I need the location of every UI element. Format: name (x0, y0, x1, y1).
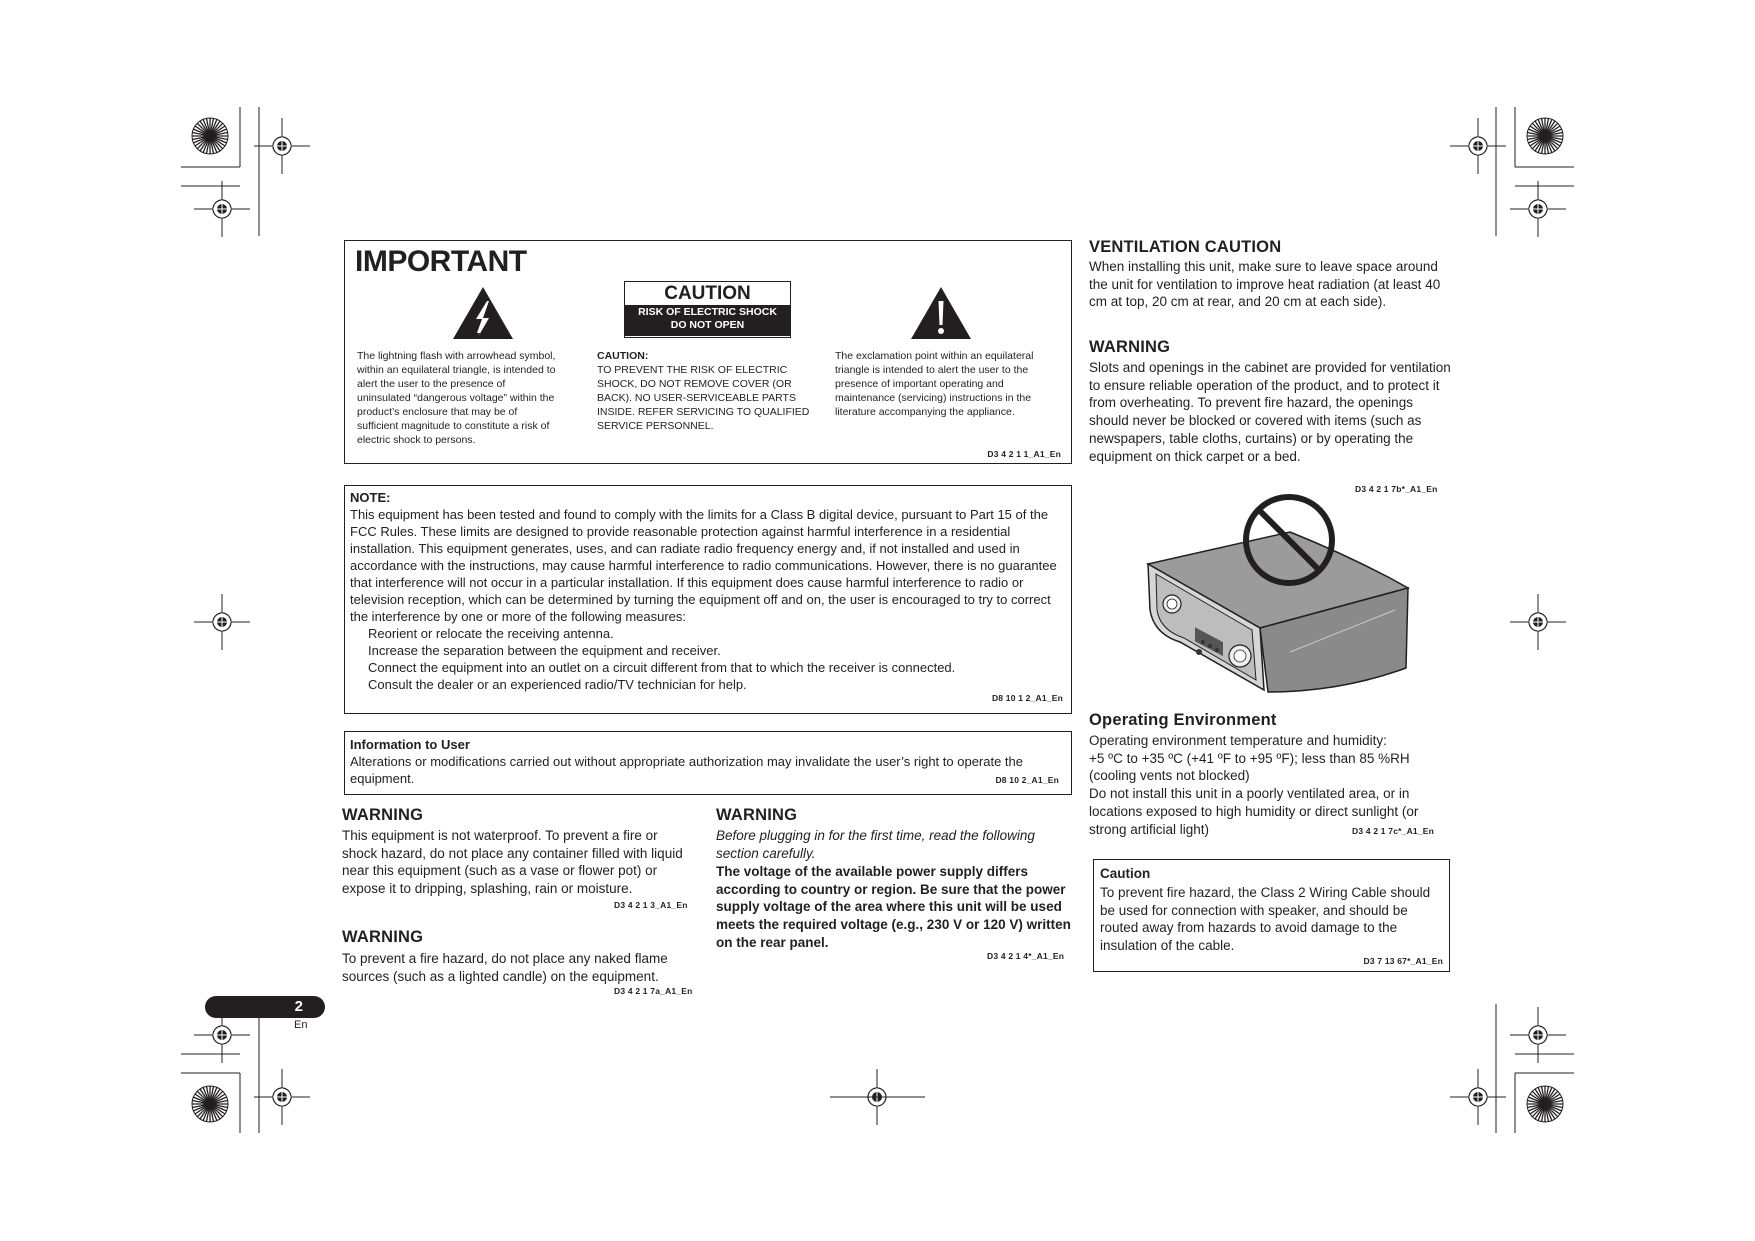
important-title: IMPORTANT (355, 245, 527, 278)
note-measure: Consult the dealer or an experienced radio/TV technician for help. (368, 677, 747, 692)
note-head: NOTE: (350, 490, 391, 505)
info-body: Alterations or modifications carried out without appropriate authorization may invalidate the user’s right to operate the equipment. (350, 754, 1024, 786)
important-code: D3 4 2 1 1_A1_En (987, 449, 1061, 459)
caution-plate-subtitle (625, 305, 790, 336)
note-box (344, 485, 1072, 714)
operating-line3: Do not install this unit in a poorly ventilated area, or in locations exposed to high humidity or direct sunlight (or strong artificial light) (1089, 786, 1419, 837)
info-code: D8 10 2_A1_En (995, 775, 1059, 785)
operating-head: Operating Environment (1089, 711, 1277, 729)
note-measure: Reorient or relocate the receiving antenna. (368, 626, 614, 641)
operating-body (1089, 732, 1451, 838)
note-body (350, 506, 1063, 693)
warning4-body: Slots and openings in the cabinet are provided for ventilation to ensure reliable operation of the product, and to protect it from overheating. To prevent fire hazard, the openings should never be blocked or covered with items (such as newspapers, table cloths, curtains) or by operating the equipment on thick carpet or a bed. (1089, 360, 1451, 464)
caution-plate (624, 281, 791, 338)
warning4-code: D3 4 2 1 7b*_A1_En (1355, 484, 1438, 494)
page-number: 2 (205, 996, 325, 1018)
important-box (344, 240, 1072, 464)
covered-receiver-illustration (1140, 492, 1420, 695)
note-measure: Connect the equipment into an outlet on a circuit different from that to which the receiver is connected. (368, 660, 956, 675)
note-text: This equipment has been tested and found to comply with the limits for a Class B digital device, pursuant to Part 15 of the FCC Rules. These limits are designed to provide reasonable protection against harmful interference in a residential installation. This equipment generates, uses, and can radiate radio frequency energy and, if not installed and used in accordance with the instructions, may cause harmful interference to radio communications. However, there is no guarantee that interference will not occur in a particular installation. If this equipment does cause harmful interference to radio or television reception, which can be determined by turning the equipment off and on, the user is encouraged to try to correct the interference by one or more of the following measures: (350, 507, 1057, 624)
warning3-head: WARNING (716, 806, 798, 824)
info-head: Information to User (350, 737, 470, 752)
caution-plate-line2: DO NOT OPEN (670, 319, 745, 331)
page-language: En (294, 1019, 308, 1031)
info-box (344, 731, 1072, 795)
caution-box-head: Caution (1100, 866, 1151, 881)
exclamation-triangle-icon (909, 285, 973, 341)
caution-description-text: TO PREVENT THE RISK OF ELECTRIC SHOCK, DO NOT REMOVE COVER (OR BACK). NO USER-SERVICEABLE PARTS INSIDE. REFER SERVICING TO QUALIFIED SERVICE PERSONNEL. (597, 364, 810, 432)
lightning-description: The lightning flash with arrowhead symbol, within an equilateral triangle, is intended to alert the user to the presence of uninsulated “dangerous voltage” within the product’s enclosure that may be of sufficient magnitude to constitute a risk of electric shock to persons. (357, 350, 556, 446)
warning4-head: WARNING (1089, 338, 1171, 356)
caution-plate-title: CAUTION (664, 283, 751, 304)
warning3-bold: The voltage of the available power supply differs according to country or region. Be sure that the power supply voltage of the area where this unit will be used meets the required voltage (e.g., 230 V or 120 V) written on the rear panel. (716, 864, 1071, 950)
warning2-body: To prevent a fire hazard, do not place any naked flame sources (such as a lighted candle) on the equipment. (342, 951, 668, 984)
lightning-triangle-icon (451, 285, 515, 341)
caution-box (1093, 859, 1450, 972)
note-code: D8 10 1 2_A1_En (991, 693, 1063, 703)
warning1-head: WARNING (342, 806, 424, 824)
operating-code: D3 4 2 1 7c*_A1_En (1352, 826, 1435, 836)
caution-box-body: To prevent fire hazard, the Class 2 Wiring Cable should be used for connection with speaker, and should be routed away from hazards to avoid damage to the insulation of the cable. (1100, 885, 1431, 954)
warning3-code: D3 4 2 1 4*_A1_En (987, 951, 1065, 961)
operating-line2: +5 ºC to +35 ºC (+41 ºF to +95 ºF); less than 85 %RH (cooling vents not blocked) (1089, 750, 1410, 784)
warning1-body: This equipment is not waterproof. To prevent a fire or shock hazard, do not place any container filled with liquid near this equipment (such as a vase or flower pot) or expose it to dripping, splashing, rain or moisture. (342, 828, 683, 897)
warning3-italic: Before plugging in for the first time, read the following section carefully. (716, 828, 1035, 861)
operating-line1: Operating environment temperature and humidity: (1089, 733, 1387, 748)
warning2-code: D3 4 2 1 7a_A1_En (614, 986, 693, 996)
ventilation-head: VENTILATION CAUTION (1089, 238, 1282, 256)
caution-box-code: D3 7 13 67*_A1_En (1363, 956, 1443, 966)
caution-plate-line1: RISK OF ELECTRIC SHOCK (638, 306, 777, 318)
warning2-head: WARNING (342, 928, 424, 946)
exclamation-description: The exclamation point within an equilateral triangle is intended to alert the user to the presence of important operating and maintenance (servicing) instructions in the literature accompanying the appliance. (835, 350, 1034, 418)
ventilation-body: When installing this unit, make sure to leave space around the unit for ventilation to improve heat radiation (at least 40 cm at top, 20 cm at rear, and 20 cm at each side). (1089, 259, 1441, 310)
caution-description (597, 349, 812, 433)
caution-description-head: CAUTION: (597, 350, 649, 362)
note-measure: Increase the separation between the equipment and receiver. (368, 643, 721, 658)
warning1-code: D3 4 2 1 3_A1_En (614, 900, 688, 910)
